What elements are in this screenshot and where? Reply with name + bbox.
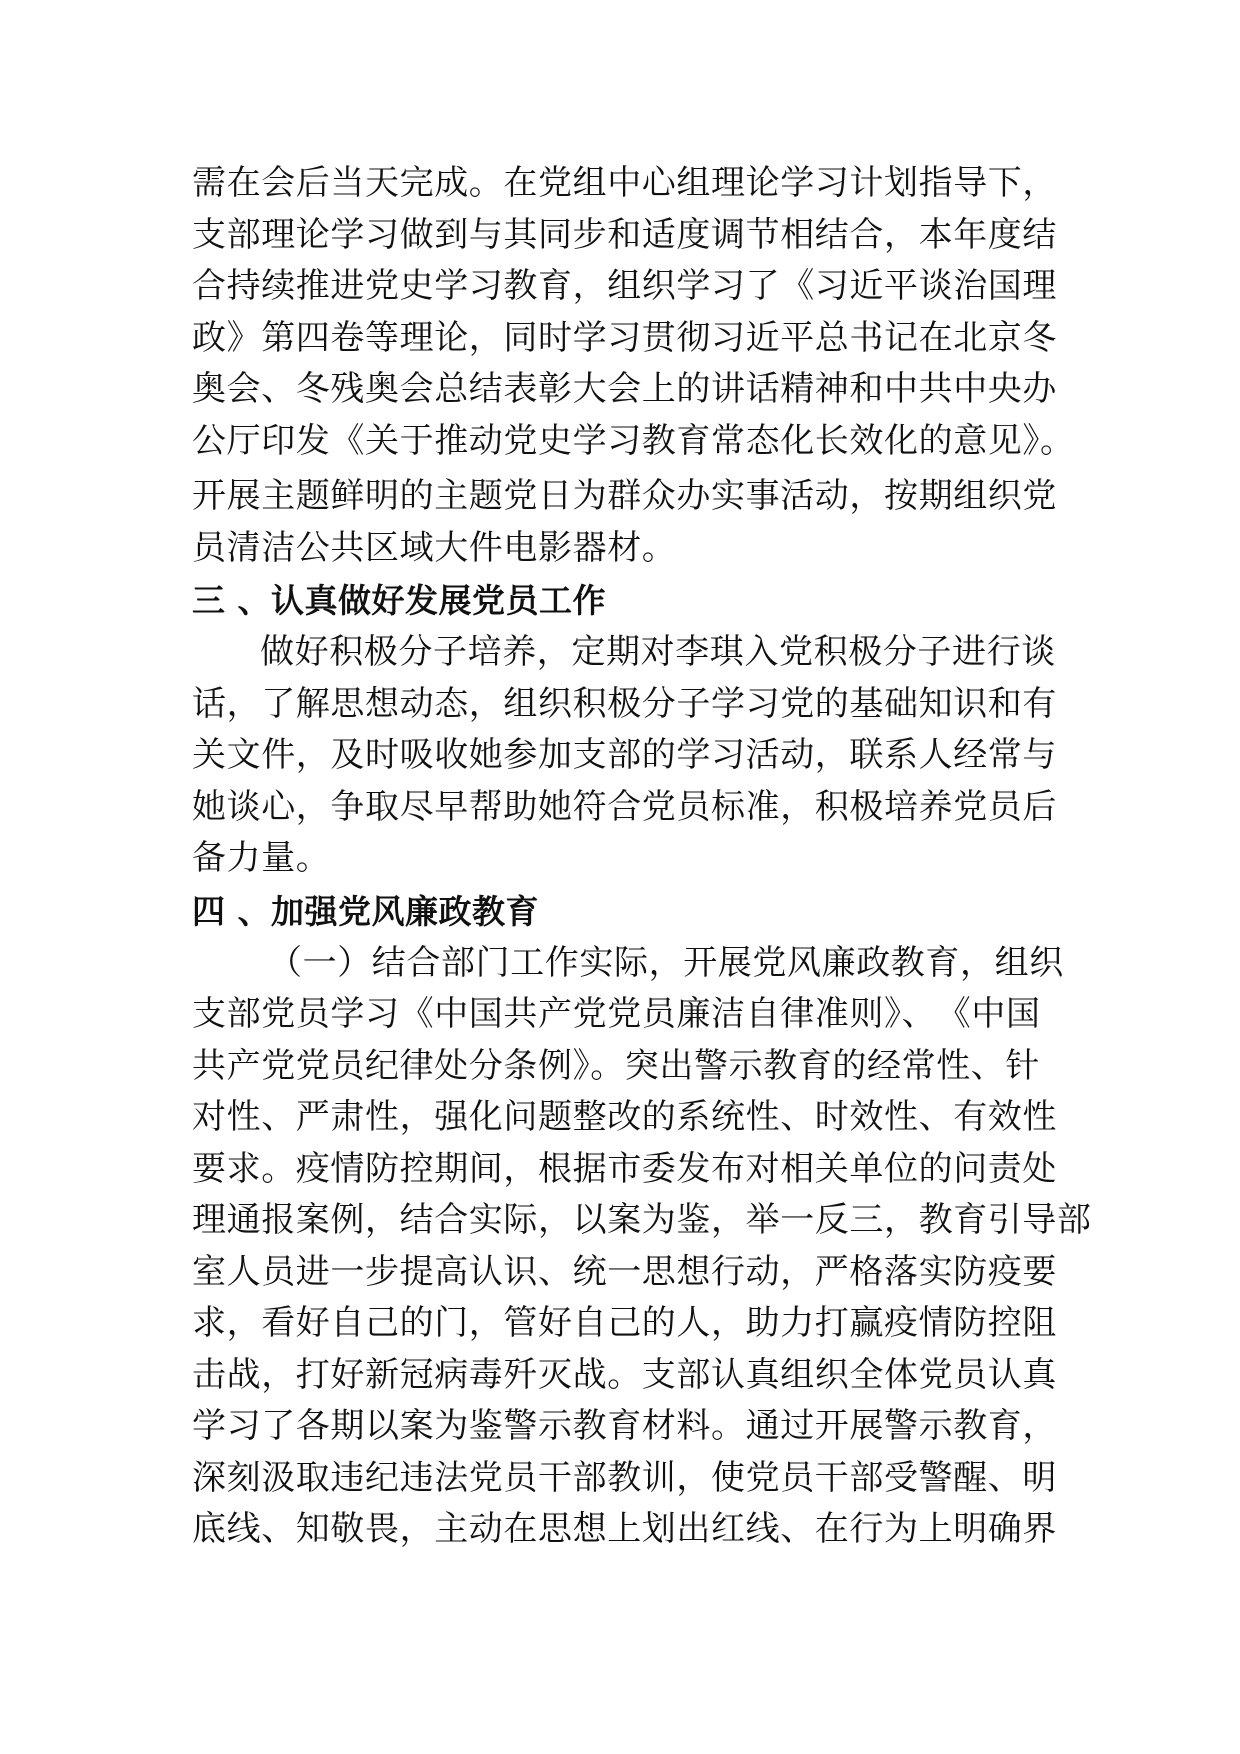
text-line: 她谈心，争取尽早帮助她符合党员标准，积极培养党员后 xyxy=(192,786,1057,827)
text-line: 击战，打好新冠病毒歼灭战。支部认真组织全体党员认真 xyxy=(192,1354,1057,1395)
text-line: 支部党员学习《中国共产党党员廉洁自律准则》、 《中国 xyxy=(192,994,1041,1034)
text-line: 话，了解思想动态，组织积极分子学习党的基础知识和有 xyxy=(192,683,1057,724)
text-line: 备力量。 xyxy=(192,838,331,878)
document-body xyxy=(192,158,1092,1556)
paragraph-2 xyxy=(192,471,1072,574)
text-line: 合持续推进党史学习教育，组织学习了《习近平谈治国理 xyxy=(192,266,1057,306)
text-line: 深刻汲取违纪违法党员干部教训，使党员干部受警醒、明 xyxy=(192,1457,1057,1498)
text-line: 要求。疫情防控期间，根据市委发布对相关单位的问责处 xyxy=(192,1148,1057,1189)
text-line: 底线、知敬畏，主动在思想上划出红线、在行为上明确界 xyxy=(192,1509,1057,1549)
section-3 xyxy=(192,574,1072,885)
text-line: 员清洁公共区域大件电影器材。 xyxy=(192,527,677,568)
section-heading: 三 、认真做好发展党员工作 xyxy=(192,581,606,620)
text-line: 政》第四卷等理论，同时学习贯彻习近平总书记在北京冬 xyxy=(192,317,1057,358)
text-line: （一）结合部门工作实际，开展党风廉政教育，组织 xyxy=(268,942,1064,983)
text-line: 支部理论学习做到与其同步和适度调节相结合，本年度结 xyxy=(192,214,1057,255)
section-heading: 四 、加强党风廉政教育 xyxy=(192,891,539,931)
text-line: 理通报案例，结合实际，以案为鉴，举一反三，教育引导部 xyxy=(192,1200,1092,1240)
section-4 xyxy=(192,885,1092,1556)
text-line: 关文件，及时吸收她参加支部的学习活动，联系人经常与 xyxy=(192,735,1057,775)
text-line: 做好积极分子培养，定期对李琪入党积极分子进行谈 xyxy=(260,632,1056,672)
text-line: 公厅印发《关于推动党史学习教育常态化长效化的意见》。 xyxy=(192,420,1075,461)
text-line: 室人员进一步提高认识、统一思想行动，严格落实防疫要 xyxy=(192,1251,1057,1292)
text-line: 奥会、冬残奥会总结表彰大会上的讲话精神和中共中央办 xyxy=(192,369,1057,409)
text-line: 需在会后当天完成。在党组中心组理论学习计划指导下， xyxy=(192,163,1057,203)
text-line: 学习了各期以案为鉴警示教育材料。通过开展警示教育， xyxy=(192,1406,1057,1446)
text-line: 开展主题鲜明的主题党日为群众办实事活动，按期组织党 xyxy=(192,476,1057,516)
paragraph-1 xyxy=(192,158,1075,467)
text-line: 求，看好自己的门，管好自己的人，助力打赢疫情防控阻 xyxy=(192,1303,1057,1343)
text-line: 对性、严肃性，强化问题整改的系统性、时效性、有效性 xyxy=(192,1097,1057,1137)
text-line: 共产党党员纪律处分条例》。突出警示教育的经常性、针 xyxy=(192,1045,1040,1086)
